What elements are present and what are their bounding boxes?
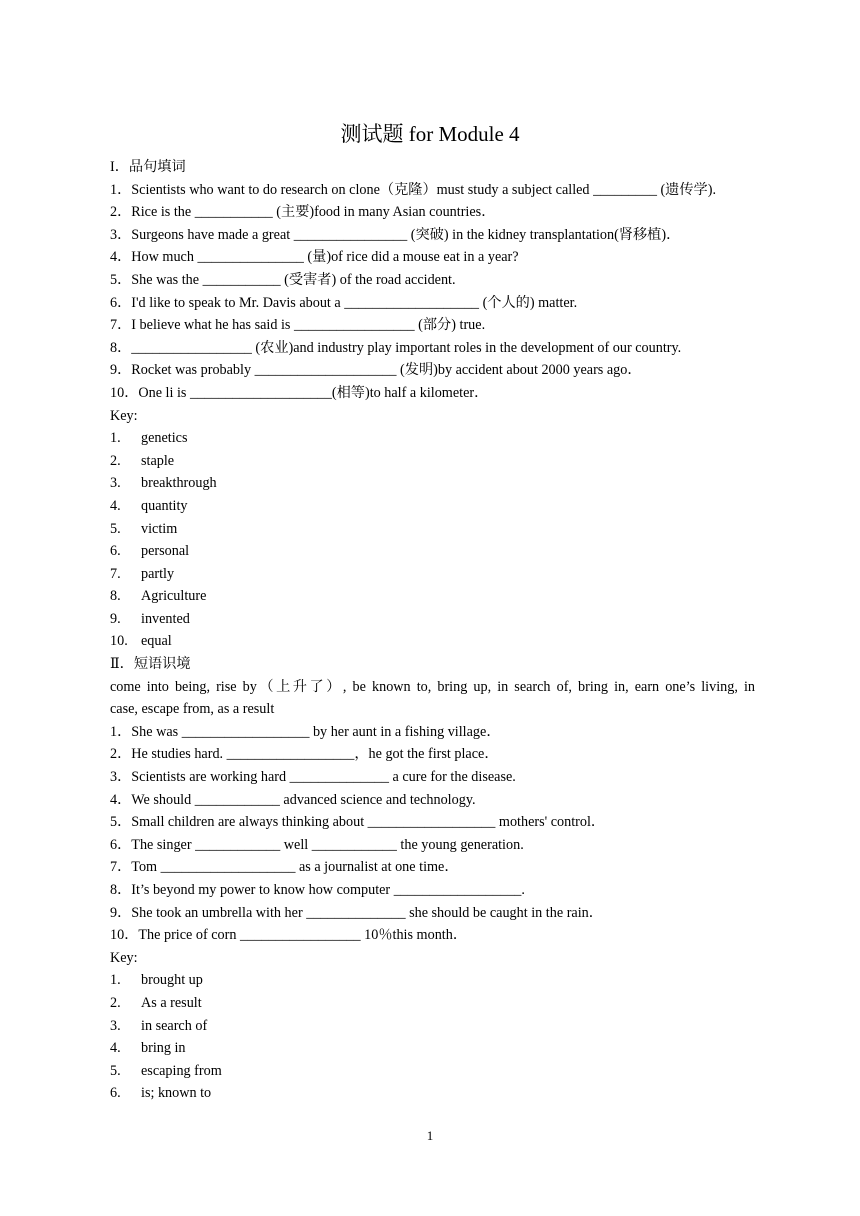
question-item: 1．She was __________________ by her aunt in a fishing village．: [110, 723, 501, 740]
question-item: 4．How much _______________ (量)of rice did a mouse eat in a year?: [110, 249, 519, 266]
key-answer: staple: [141, 452, 175, 469]
answer-key-item: [110, 518, 755, 541]
answer-key-item: [110, 450, 755, 473]
key-answer: in search of: [141, 1017, 208, 1034]
key-answer: equal: [141, 633, 172, 650]
key-answer: victim: [141, 520, 178, 537]
key-number: 6.: [110, 543, 121, 560]
answer-key-list: [110, 427, 755, 653]
question-item: 6．The singer ____________ well ____________ the young generation.: [110, 836, 524, 853]
question-item: 1．Scientists who want to do research on clone（克隆）must study a subject called _________ (遗传学).: [110, 181, 717, 198]
key-answer: escaping from: [141, 1062, 222, 1079]
section-heading: Ⅱ．短语识境: [110, 656, 191, 673]
key-number: 7.: [110, 565, 121, 582]
key-answer: Agriculture: [141, 588, 207, 605]
key-answer: quantity: [141, 497, 188, 514]
key-answer: breakthrough: [141, 475, 217, 492]
document-body: [110, 156, 755, 1105]
question-item: 8．_________________ (农业)and industry play important roles in the development of our country.: [110, 339, 682, 356]
answer-key-item: [110, 540, 755, 563]
key-answer: genetics: [141, 430, 188, 447]
question-item: 2．He studies hard. __________________，he got the first place．: [110, 746, 499, 763]
answer-key-item: [110, 1037, 755, 1060]
answer-key-item: [110, 608, 755, 631]
key-number: 5.: [110, 1062, 121, 1079]
question-item: 5．Small children are always thinking about __________________ mothers' control．: [110, 814, 606, 831]
question-item: 10．One li is ____________________(相等)to half a kilometer．: [110, 384, 489, 401]
key-answer: personal: [141, 543, 190, 560]
question-list: [110, 179, 755, 405]
question-item: 8．It’s beyond my power to know how computer __________________.: [110, 882, 525, 898]
answer-key-item: [110, 969, 755, 992]
key-number: 1.: [110, 430, 121, 447]
key-number: 2.: [110, 452, 121, 469]
question-item: 4．We should ____________ advanced science and technology.: [110, 791, 476, 808]
section-heading: I．品句填词: [110, 159, 186, 175]
answer-key-item: [110, 563, 755, 586]
question-item: 3．Scientists are working hard ______________ a cure for the disease.: [110, 769, 516, 786]
key-answer: brought up: [141, 972, 203, 989]
key-number: 3.: [110, 475, 121, 492]
answer-key-item: [110, 427, 755, 450]
question-item: 3．Surgeons have made a great ________________ (突破) in the kidney transplantation(肾移植)．: [110, 226, 681, 243]
answer-key-item: [110, 630, 755, 653]
key-number: 3.: [110, 1017, 121, 1034]
key-label: Key:: [110, 407, 138, 424]
answer-key-item: [110, 1082, 755, 1105]
phrase-bank: come into being, rise by（上升了）, be known to, bring up, in search of, bring in, earn one’s living, in: [110, 678, 755, 695]
question-item: 7．I believe what he has said is _________________ (部分) true.: [110, 317, 486, 334]
answer-key-item: [110, 1060, 755, 1083]
answer-key-item: [110, 495, 755, 518]
answer-key-item: [110, 1015, 755, 1038]
page-number: 1: [426, 1128, 434, 1143]
answer-key-item: [110, 472, 755, 495]
key-number: 8.: [110, 588, 121, 605]
question-item: 7．Tom ___________________ as a journalist at one time．: [110, 859, 459, 876]
key-number: 4.: [110, 1040, 121, 1057]
key-answer: partly: [141, 565, 175, 582]
key-answer: is; known to: [141, 1085, 212, 1102]
key-number: 4.: [110, 497, 121, 514]
key-answer: invented: [141, 610, 190, 627]
question-item: 10．The price of corn _________________ 10％this month．: [110, 927, 468, 944]
phrase-bank: case, escape from, as a result: [110, 701, 275, 718]
key-number: 5.: [110, 520, 121, 537]
question-list: [110, 721, 755, 947]
question-item: 9．Rocket was probably ____________________ (发明)by accident about 2000 years ago．: [110, 362, 642, 379]
key-number: 6.: [110, 1085, 121, 1102]
answer-key-list: [110, 969, 755, 1105]
key-answer: bring in: [141, 1040, 186, 1057]
question-item: 9．She took an umbrella with her ______________ she should be caught in the rain．: [110, 904, 603, 921]
answer-key-item: [110, 585, 755, 608]
question-item: 2．Rice is the ___________ (主要)food in many Asian countries．: [110, 204, 496, 221]
question-item: 6．I'd like to speak to Mr. Davis about a ___________________ (个人的) matter.: [110, 294, 578, 311]
key-number: 9.: [110, 610, 121, 627]
key-number: 2.: [110, 994, 121, 1011]
key-answer: As a result: [141, 994, 202, 1011]
key-number: 10.: [110, 633, 128, 650]
key-label: Key:: [110, 949, 138, 966]
answer-key-item: [110, 992, 755, 1015]
document-title: 测试题 for Module 4: [340, 122, 520, 146]
question-item: 5．She was the ___________ (受害者) of the road accident.: [110, 271, 456, 288]
key-number: 1.: [110, 972, 121, 989]
